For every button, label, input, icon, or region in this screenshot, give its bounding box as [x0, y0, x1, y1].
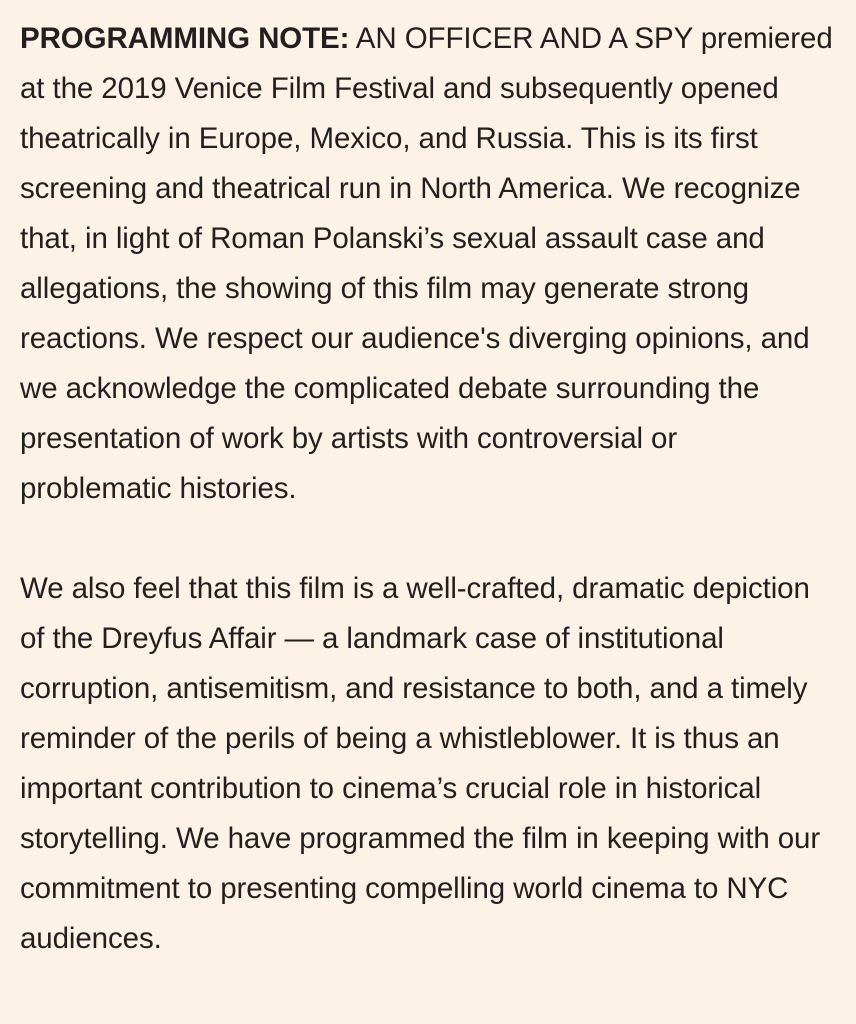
note-paragraph-2: We also feel that this film is a well-crafted, dramatic depiction of the Dreyfus Affair — a landmark case of institutional corruption, antisemitism, and resistance to both, and a timely reminder of the perils of being a whistleblower. It is thus an important contribution to cinema’s crucial role in historical storytelling. We have programmed the film in keeping with our commitment to presenting compelling world cinema to NYC audiences.: [20, 572, 821, 955]
note-paragraph-1: [20, 14, 836, 514]
note-paragraph-1-text: AN OFFICER AND A SPY premiered at the 2019 Venice Film Festival and subsequently opened theatrically in Europe, Mexico, and Russia. This is its first screening and theatrical run in North America. We recognize that, in light of Roman Polanski’s sexual assault case and allegations, the showing of this film may generate strong reactions. We respect our audience's diverging opinions, and we acknowledge the complicated debate surrounding the presentation of work by artists with controversial or problematic histories.: [20, 22, 833, 505]
note-label: PROGRAMMING NOTE:: [20, 22, 350, 55]
